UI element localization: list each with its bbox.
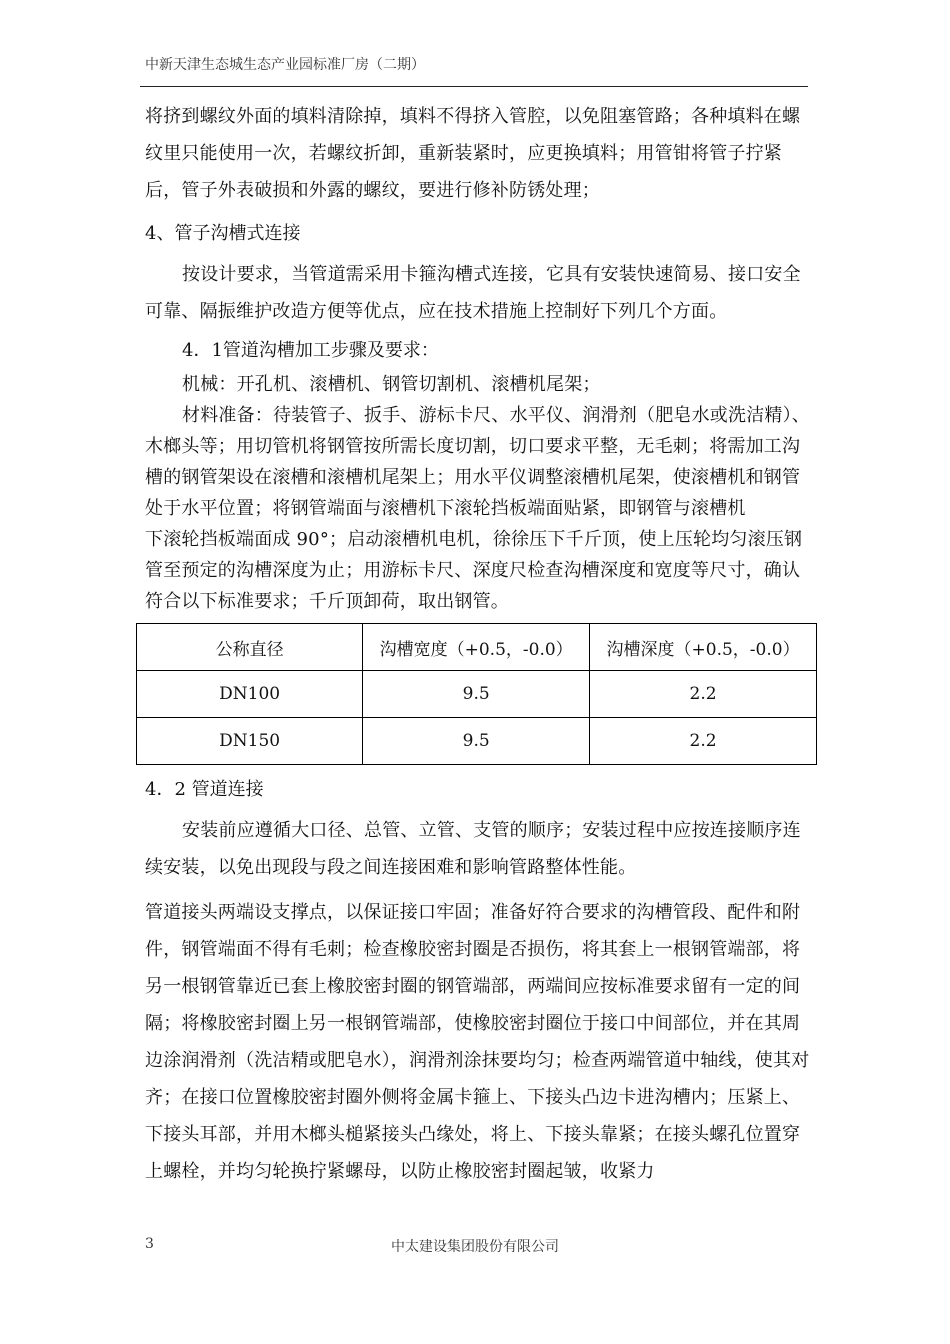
running-header: 中新天津生态城生态产业园标准厂房（二期） <box>145 57 425 73</box>
table-header-row <box>137 624 817 671</box>
table-header-cell: 沟槽深度（+0.5，-0.0） <box>590 624 817 671</box>
table-header-cell: 公称直径 <box>137 624 363 671</box>
table-cell: 2.2 <box>590 671 817 718</box>
groove-spec-table <box>136 623 817 765</box>
subsection-heading-pipe-connection: 4．2 管道连接 <box>145 779 264 800</box>
paragraph-rolling-procedure: 下滚轮挡板端面成 90°；启动滚槽机电机，徐徐压下千斤顶，使上压轮均匀滚压钢管至预定的沟槽深度为止；用游标卡尺、深度尺检查沟槽深度和宽度等尺寸，确认符合以下标准要求；千斤顶卸荷，取出钢管。 <box>145 529 803 612</box>
paragraph-machinery: 机械：开孔机、滚槽机、钢管切割机、滚槽机尾架； <box>182 374 601 395</box>
table-cell: DN150 <box>137 718 363 765</box>
table-row <box>137 718 817 765</box>
subsection-heading-groove-processing: 4．1管道沟槽加工步骤及要求： <box>182 340 439 361</box>
paragraph-thread-sealing: 将挤到螺纹外面的填料清除掉，填料不得挤入管腔，以免阻塞管路；各种填料在螺纹里只能使用一次，若螺纹折卸，重新装紧时，应更换填料；用管钳将管子拧紧后，管子外表破损和外露的螺纹，要进行修补防锈处理； <box>145 106 801 201</box>
paragraph-installation-order: 安装前应遵循大口径、总管、立管、支管的顺序；安装过程中应按连接顺序连续安装，以免出现段与段之间连接困难和影响管路整体性能。 <box>145 820 801 878</box>
page-number: 3 <box>145 1236 154 1252</box>
paragraph-joint-assembly: 管道接头两端设支撑点，以保证接口牢固；准备好符合要求的沟槽管段、配件和附件，钢管端面不得有毛刺；检查橡胶密封圈是否损伤，将其套上一根钢管端部，将另一根钢管靠近已套上橡胶密封圈的钢管端部，两端间应按标准要求留有一定的间隔；将橡胶密封圈上另一根钢管端部，使橡胶密封圈位于接口中间部位，并在其周边涂润滑剂（洗洁精或肥皂水），润滑剂涂抹要均匀；检查两端管道中轴线，使其对齐；在接口位置橡胶密封圈外侧将金属卡箍上、下接头凸边卡进沟槽内；压紧上、下接头耳部，并用木榔头槌紧接头凸缘处，将上、下接头靠紧；在接头螺孔位置穿上螺栓，并均匀轮换拧紧螺母，以防止橡胶密封圈起皱，收紧力 <box>145 902 810 1182</box>
footer-company-name: 中太建设集团股份有限公司 <box>391 1239 559 1255</box>
table-header-cell: 沟槽宽度（+0.5，-0.0） <box>363 624 590 671</box>
paragraph-groove-intro: 按设计要求，当管道需采用卡箍沟槽式连接，它具有安装快速简易、接口安全可靠、隔振维护改造方便等优点，应在技术措施上控制好下列几个方面。 <box>145 264 801 322</box>
table-cell: 9.5 <box>363 671 590 718</box>
table-cell: 9.5 <box>363 718 590 765</box>
table-cell: 2.2 <box>590 718 817 765</box>
header-divider <box>140 86 808 87</box>
page-body <box>145 98 813 1190</box>
section-heading-groove-connection: 4、管子沟槽式连接 <box>145 223 301 244</box>
paragraph-material-preparation: 材料准备：待装管子、扳手、游标卡尺、水平仪、润滑剂（肥皂水或洗洁精）、木榔头等；用切管机将钢管按所需长度切割，切口要求平整，无毛刺；将需加工沟槽的钢管架设在滚槽和滚槽机尾架上；用水平仪调整滚槽机尾架，使滚槽机和钢管处于水平位置；将钢管端面与滚槽机下滚轮挡板端面贴紧，即钢管与滚槽机 <box>145 405 810 519</box>
table-row <box>137 671 817 718</box>
table-cell: DN100 <box>137 671 363 718</box>
